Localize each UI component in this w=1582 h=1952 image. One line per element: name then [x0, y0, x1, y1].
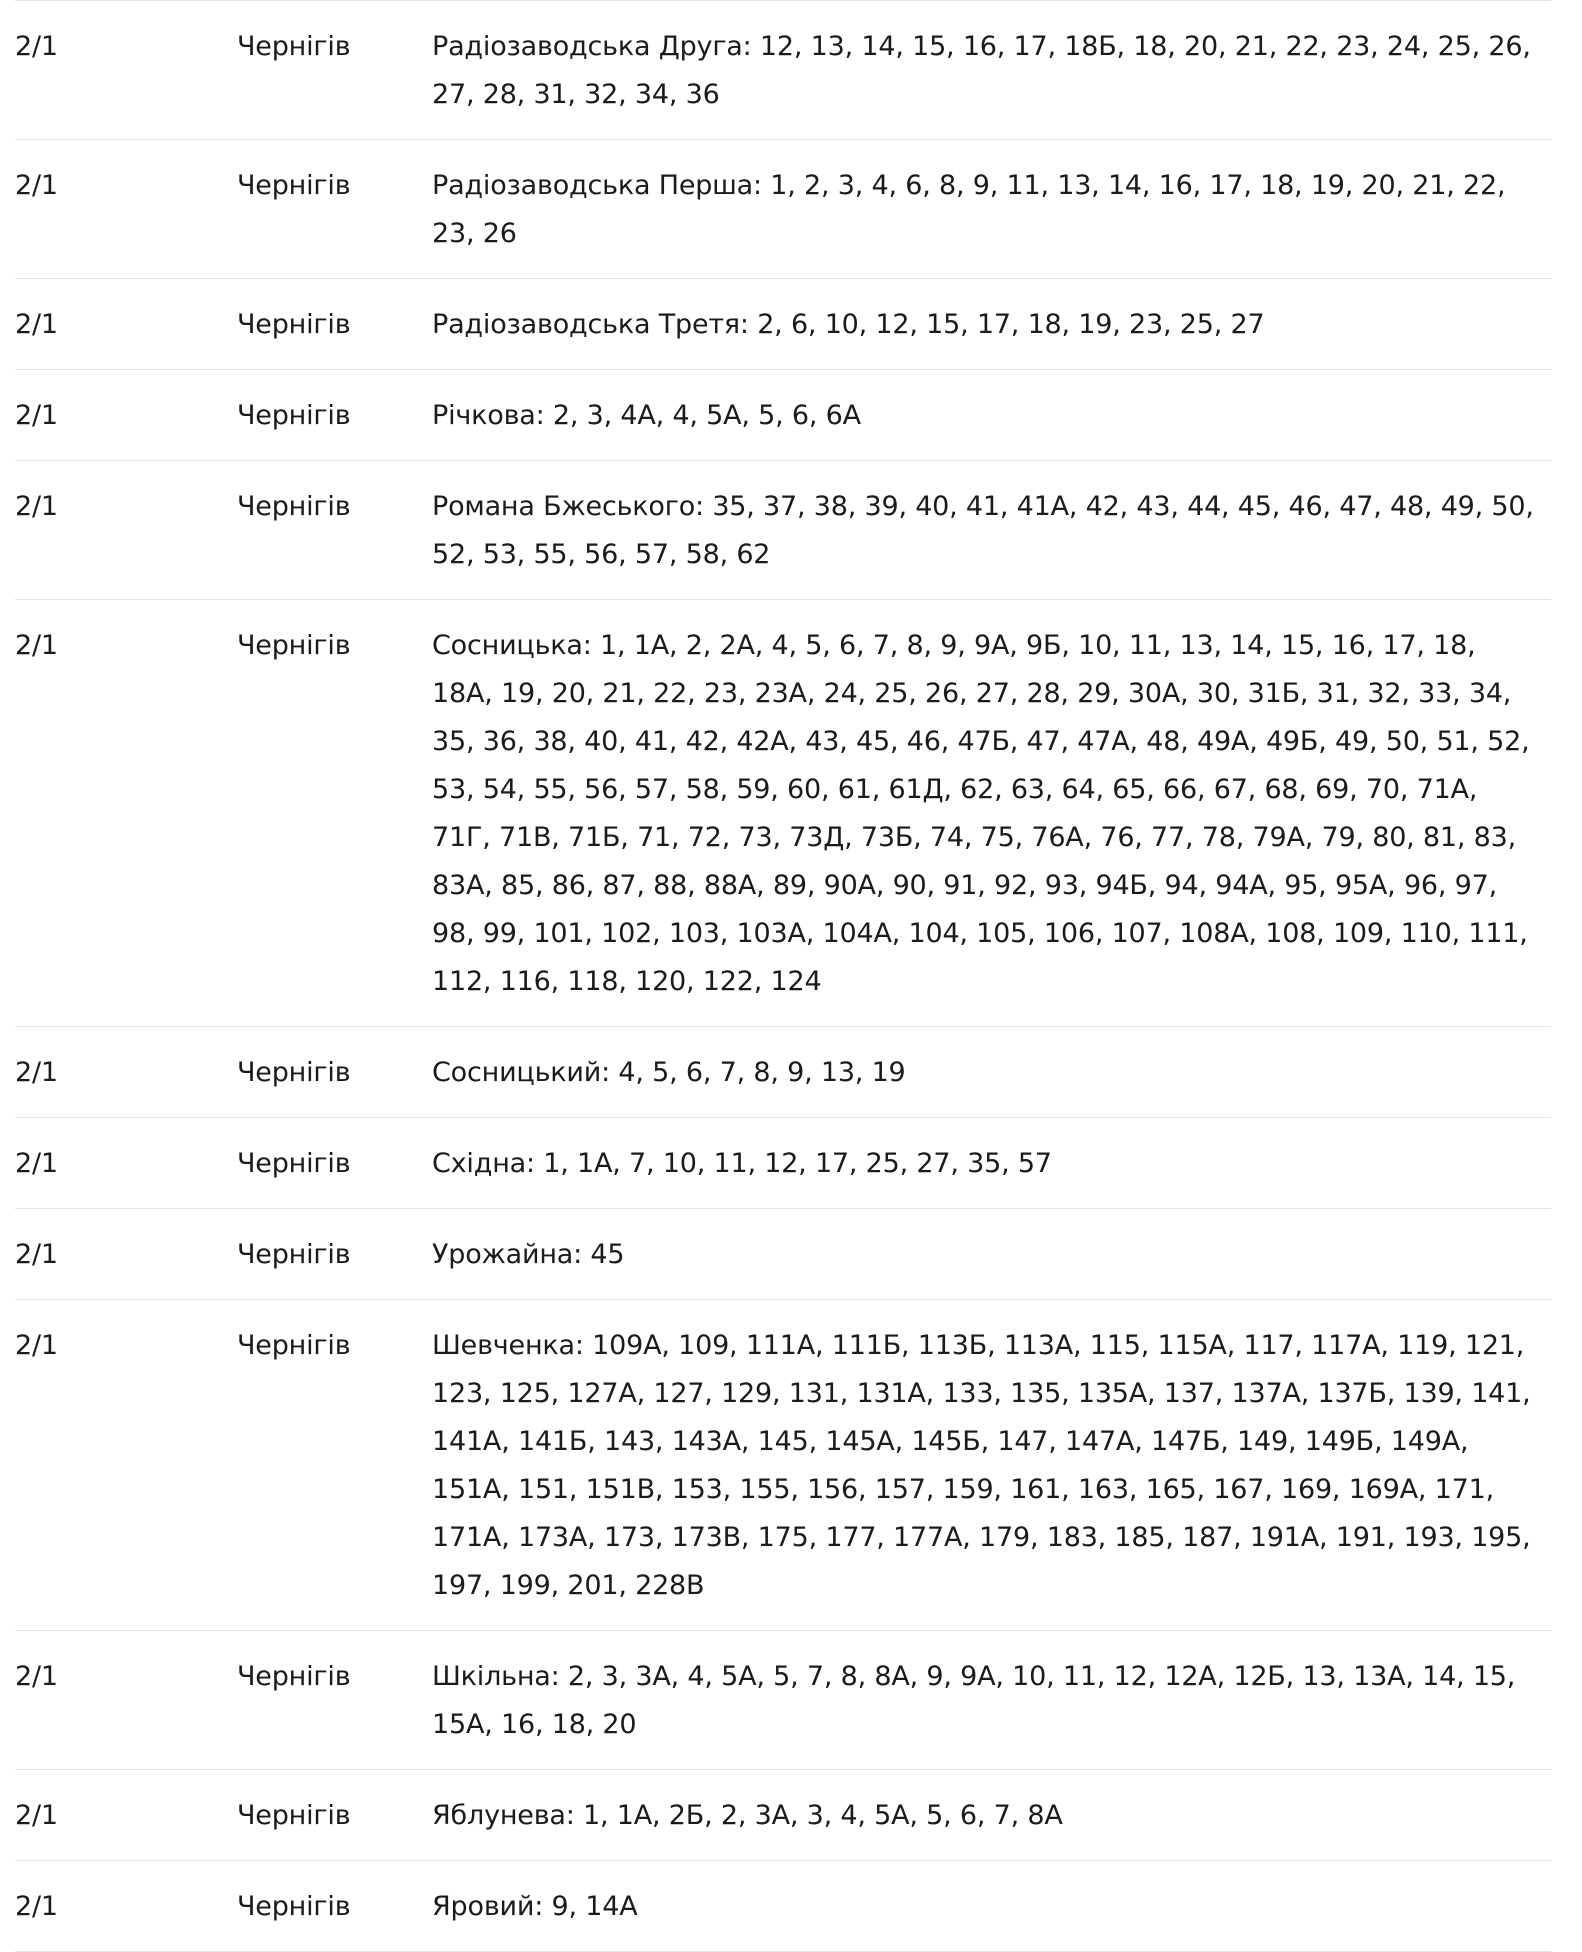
queue-cell: 2/1 [15, 400, 58, 431]
table-row [15, 1300, 1551, 1631]
address-cell: Річкова: 2, 3, 4А, 4, 5А, 5, 6, 6А [432, 400, 861, 431]
outage-schedule-table [15, 0, 1551, 1952]
queue-cell: 2/1 [15, 1057, 58, 1088]
table-row [15, 1, 1551, 140]
table-row [15, 1027, 1551, 1118]
table-row [15, 1770, 1551, 1861]
table-row [15, 600, 1551, 1027]
city-cell: Чернігів [237, 31, 351, 62]
city-cell: Чернігів [237, 400, 351, 431]
table-row [15, 1631, 1551, 1770]
city-cell: Чернігів [237, 309, 351, 340]
city-cell: Чернігів [237, 1239, 351, 1270]
queue-cell: 2/1 [15, 1800, 58, 1831]
city-cell: Чернігів [237, 1800, 351, 1831]
queue-cell: 2/1 [15, 1148, 58, 1179]
address-cell: Сосницька: 1, 1А, 2, 2А, 4, 5, 6, 7, 8, 9, 9А, 9Б, 10, 11, 13, 14, 15, 16, 17, 18, 18А, 19, 20, 21, 22, 23, 23А, 24, 25, 26, 27, 28, 29, 30А, 30, 31Б, 31, 32, 33, 34, 35, 36, 38, 40, 41, 42, 42А, 43, 45, 46, 47Б, 47, 47А, 48, 49А, 49Б, 49, 50, 51, 52, 53, 54, 55, 56, 57, 58, 59, 60, 61, 61Д, 62, 63, 64, 65, 66, 67, 68, 69, 70, 71А, 71Г, 71В, 71Б, 71, 72, 73, 73Д, 73Б, 74, 75, 76А, 76, 77, 78, 79А, 79, 80, 81, 83, 83А, 85, 86, 87, 88, 88А, 89, 90А, 90, 91, 92, 93, 94Б, 94, 94А, 95, 95А, 96, 97, 98, 99, 101, 102, 103, 103А, 104А, 104, 105, 106, 107, 108А, 108, 109, 110, 111, 112, 116, 118, 120, 122, 124 [432, 630, 1530, 997]
queue-cell: 2/1 [15, 309, 58, 340]
queue-cell: 2/1 [15, 1891, 58, 1922]
address-cell: Радіозаводська Перша: 1, 2, 3, 4, 6, 8, 9, 11, 13, 14, 16, 17, 18, 19, 20, 21, 22, 23, 26 [432, 170, 1506, 249]
table-row [15, 140, 1551, 279]
address-cell: Шевченка: 109А, 109, 111А, 111Б, 113Б, 113А, 115, 115А, 117, 117А, 119, 121, 123, 125, 127А, 127, 129, 131, 131А, 133, 135, 135А, 137, 137А, 137Б, 139, 141, 141А, 141Б, 143, 143А, 145, 145А, 145Б, 147, 147А, 147Б, 149, 149Б, 149А, 151А, 151, 151В, 153, 155, 156, 157, 159, 161, 163, 165, 167, 169, 169А, 171, 171А, 173А, 173, 173В, 175, 177, 177А, 179, 183, 185, 187, 191А, 191, 193, 195, 197, 199, 201, 228В [432, 1330, 1531, 1601]
city-cell: Чернігів [237, 1057, 351, 1088]
city-cell: Чернігів [237, 1148, 351, 1179]
queue-cell: 2/1 [15, 491, 58, 522]
queue-cell: 2/1 [15, 31, 58, 62]
city-cell: Чернігів [237, 170, 351, 201]
queue-cell: 2/1 [15, 170, 58, 201]
table-row [15, 279, 1551, 370]
address-cell: Радіозаводська Друга: 12, 13, 14, 15, 16, 17, 18Б, 18, 20, 21, 22, 23, 24, 25, 26, 27, 28, 31, 32, 34, 36 [432, 31, 1531, 110]
city-cell: Чернігів [237, 1891, 351, 1922]
table-row [15, 370, 1551, 461]
address-cell: Шкільна: 2, 3, 3А, 4, 5А, 5, 7, 8, 8А, 9, 9А, 10, 11, 12, 12А, 12Б, 13, 13А, 14, 15, 15А, 16, 18, 20 [432, 1661, 1516, 1740]
queue-cell: 2/1 [15, 1661, 58, 1692]
address-cell: Яблунева: 1, 1А, 2Б, 2, 3А, 3, 4, 5А, 5, 6, 7, 8А [432, 1800, 1063, 1831]
table-row [15, 1118, 1551, 1209]
table-row [15, 1209, 1551, 1300]
queue-cell: 2/1 [15, 1330, 58, 1361]
address-cell: Радіозаводська Третя: 2, 6, 10, 12, 15, 17, 18, 19, 23, 25, 27 [432, 309, 1265, 340]
queue-cell: 2/1 [15, 1239, 58, 1270]
table-row [15, 461, 1551, 600]
address-cell: Сосницький: 4, 5, 6, 7, 8, 9, 13, 19 [432, 1057, 906, 1088]
table-row [15, 1861, 1551, 1952]
city-cell: Чернігів [237, 491, 351, 522]
address-cell: Яровий: 9, 14А [432, 1891, 638, 1922]
city-cell: Чернігів [237, 1661, 351, 1692]
address-cell: Східна: 1, 1А, 7, 10, 11, 12, 17, 25, 27, 35, 57 [432, 1148, 1052, 1179]
city-cell: Чернігів [237, 630, 351, 661]
address-cell: Урожайна: 45 [432, 1239, 625, 1270]
address-cell: Романа Бжеського: 35, 37, 38, 39, 40, 41, 41А, 42, 43, 44, 45, 46, 47, 48, 49, 50, 52, 53, 55, 56, 57, 58, 62 [432, 491, 1534, 570]
queue-cell: 2/1 [15, 630, 58, 661]
city-cell: Чернігів [237, 1330, 351, 1361]
